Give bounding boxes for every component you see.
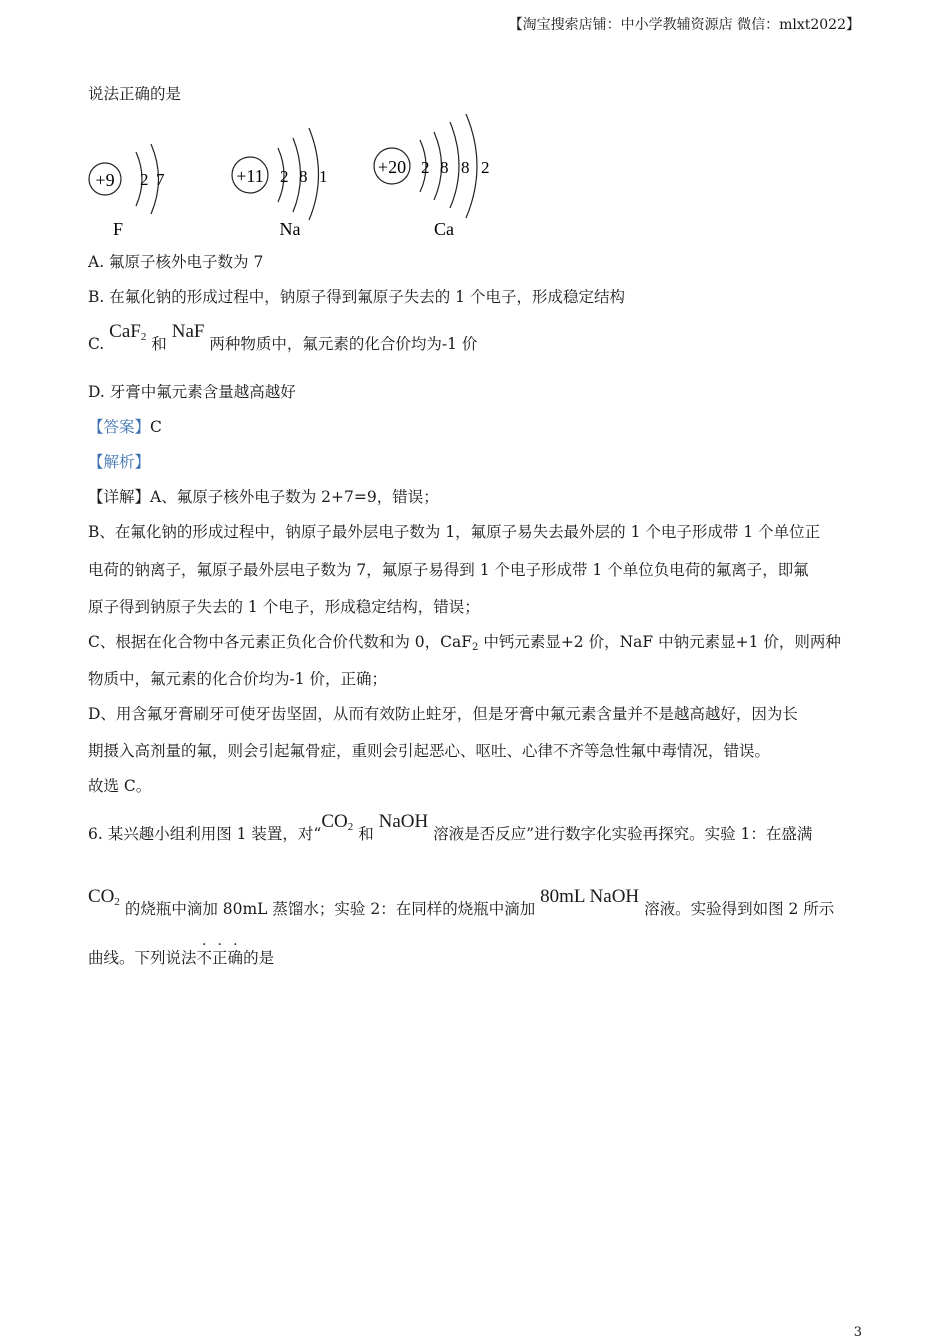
detail-line-d2: 期摄入高剂量的氟，则会引起氟骨症，重则会引起恶心、呕吐、心律不齐等急性氟中毒情况，错误。	[88, 742, 771, 760]
shell-electrons: 8	[440, 158, 449, 177]
formula-naf: NaF	[171, 321, 205, 342]
detail-line-c1	[88, 630, 841, 652]
element-symbol: Na	[279, 219, 301, 239]
nucleus-label: +9	[95, 170, 115, 190]
option-c-and: 和	[146, 335, 172, 353]
subscript: 2	[472, 642, 479, 653]
emphasis-char: · 不	[196, 937, 213, 967]
option-c	[88, 321, 478, 355]
answer-label: 【答案】	[88, 418, 151, 436]
option-c-rest: 两种物质中，氟元素的化合价均为-1 价	[204, 335, 478, 353]
detail-line-b1: B、在氟化钠的形成过程中，钠原子最外层电子数为 1，氟原子易失去最外层的 1 个电子形成带 1 个单位正	[88, 523, 821, 541]
q6-text-6: 的是	[243, 949, 275, 967]
shell-electrons: 2	[421, 158, 430, 177]
q6-text: 6. 某兴趣小组利用图 1 装置，对“	[88, 825, 322, 843]
question-stem: 说法正确的是	[88, 85, 182, 103]
page-number: 3	[853, 1325, 862, 1340]
q6-line-2	[88, 886, 835, 920]
option-c-prefix: C.	[88, 335, 110, 353]
option-a: A. 氟原子核外电子数为 7	[88, 253, 264, 271]
formula-co2: CO2	[321, 811, 354, 833]
element-symbol: Ca	[434, 219, 454, 239]
page-header: 【淘宝搜索店铺：中小学教辅资源店 微信：mlxt2022】	[508, 17, 860, 33]
detail-line-b3: 原子得到钠原子失去的 1 个电子，形成稳定结构，错误；	[88, 598, 480, 616]
q6-text-4: 溶液。实验得到如图 2 所示	[639, 900, 835, 918]
atom-calcium	[374, 114, 490, 239]
q6-and: 和	[353, 825, 379, 843]
shell-electrons: 8	[461, 158, 470, 177]
detail-a-text: A、氟原子核外电子数为 2+7=9，错误；	[150, 488, 439, 506]
detail-line-d1: D、用含氟牙膏刷牙可使牙齿坚固，从而有效防止蛀牙，但是牙膏中氟元素含量并不是越高越好，因为长	[88, 705, 798, 723]
conclusion: 故选 C。	[88, 777, 152, 795]
q6-line-1	[88, 811, 813, 845]
detail-c1-text: C、根据在化合物中各元素正负化合价代数和为 0，CaF	[88, 633, 473, 651]
analysis-label: 【解析】	[88, 453, 151, 471]
option-d: D. 牙膏中氟元素含量越高越好	[88, 383, 296, 401]
formula-co2: CO2	[88, 886, 120, 908]
detail-line-a	[88, 485, 439, 507]
q6-text-5: 曲线。下列说法	[88, 949, 197, 967]
atom-sodium	[232, 128, 328, 239]
shell-electrons: 8	[299, 167, 308, 186]
emphasis-char: · 正	[212, 937, 228, 967]
emphasis-char: · 确	[227, 937, 244, 967]
answer-value: C	[150, 418, 162, 436]
shell-electrons: 1	[319, 167, 328, 186]
element-symbol: F	[112, 219, 124, 239]
q6-text-3: 的烧瓶中滴加 80mL 蒸馏水；实验 2：在同样的烧瓶中滴加	[119, 900, 541, 918]
detail-c1-text-2: 中钙元素显+2 价，NaF 中钠元素显+1 价，则两种	[478, 633, 841, 651]
shell-electrons: 2	[481, 158, 490, 177]
atom-fluorine	[89, 144, 165, 239]
shell-electrons: 2	[280, 167, 289, 186]
formula-80ml-naoh: 80mL NaOH	[540, 886, 640, 907]
nucleus-label: +20	[377, 157, 407, 177]
formula-naoh: NaOH	[378, 811, 429, 832]
detail-label: 【详解】	[88, 488, 151, 506]
detail-line-c2: 物质中，氟元素的化合价均为-1 价，正确；	[88, 670, 388, 688]
formula-caf2: CaF2	[109, 321, 147, 343]
nucleus-label: +11	[236, 166, 264, 186]
q6-line-3	[88, 937, 275, 968]
option-b: B. 在氟化钠的形成过程中，钠原子得到氟原子失去的 1 个电子，形成稳定结构	[88, 288, 625, 306]
shell-electrons: 7	[156, 170, 165, 189]
answer	[88, 415, 162, 437]
detail-line-b2: 电荷的钠离子，氟原子最外层电子数为 7，氟原子易得到 1 个电子形成带 1 个单位负电荷的氟离子，即氟	[88, 561, 809, 579]
atom-structure-diagram	[80, 112, 520, 240]
q6-text-2: 溶液是否反应”进行数字化实验再探究。实验 1：在盛满	[428, 825, 813, 843]
shell-electrons: 2	[140, 170, 149, 189]
